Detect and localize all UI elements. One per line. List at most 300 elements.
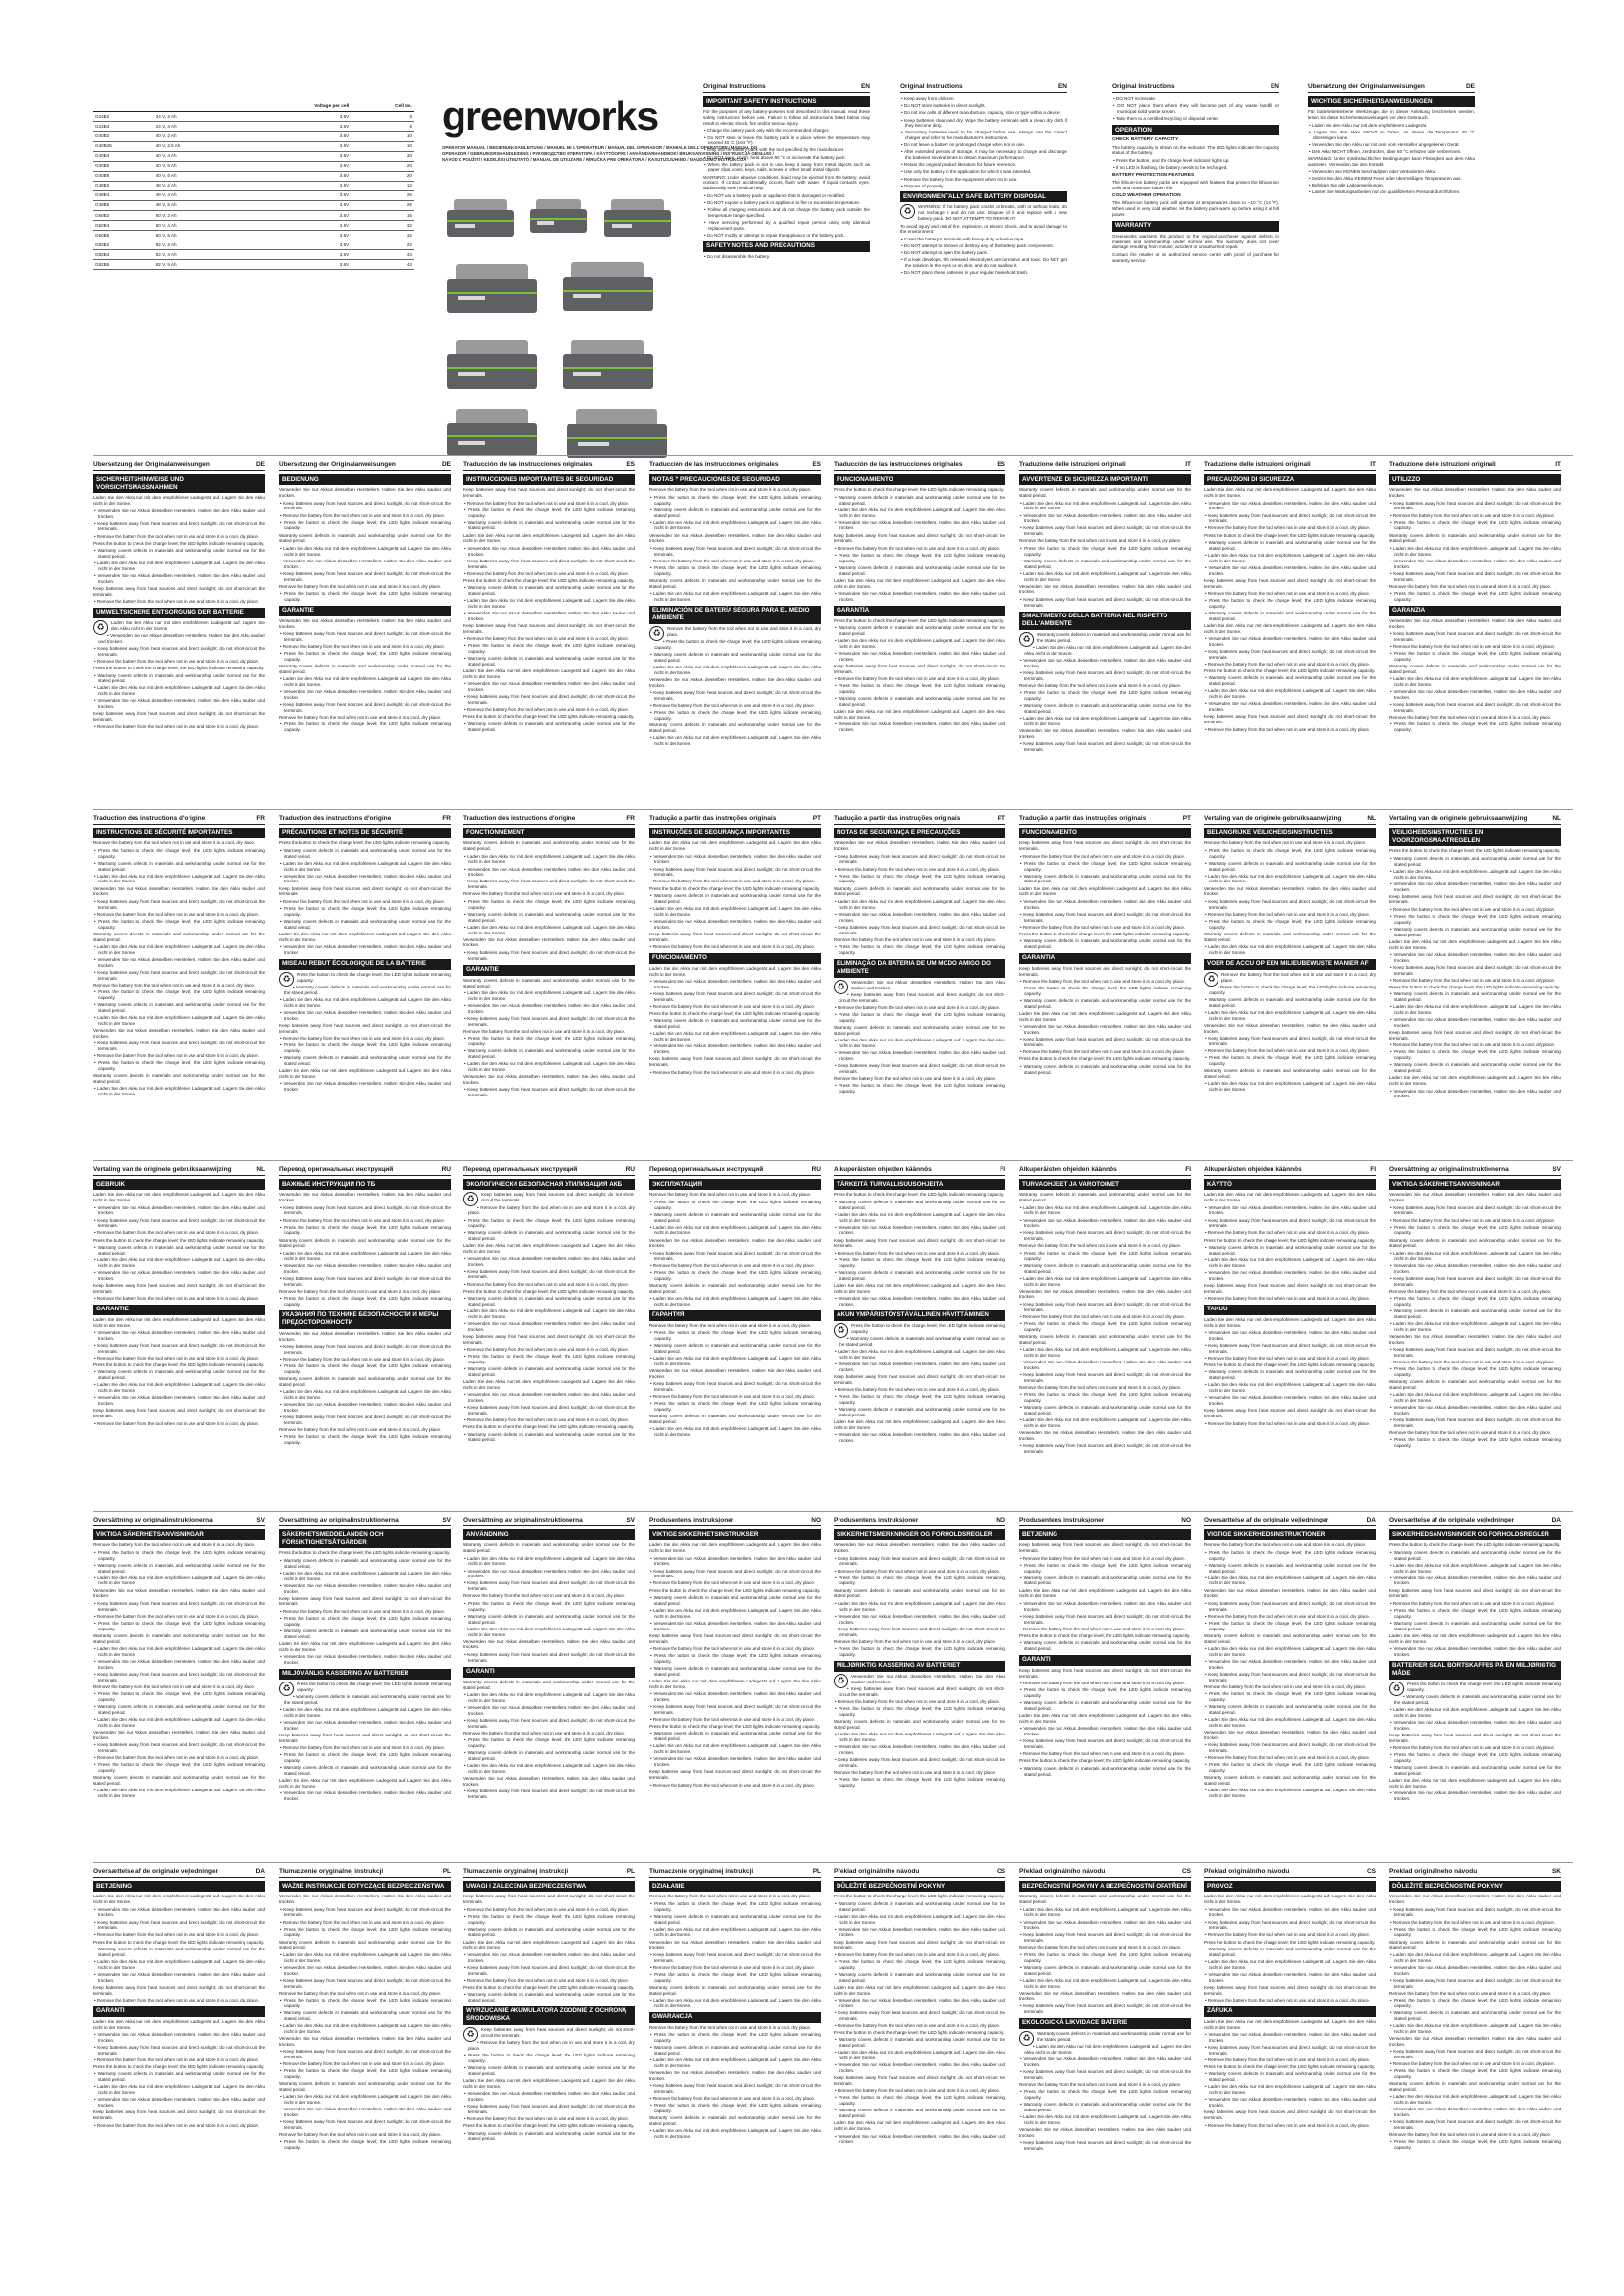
- text-line: • Warranty covers defects in materials and workmanship under normal use for the stated period.: [834, 2108, 1005, 2119]
- text-line: • Remove the battery from the tool when not in use and store it in a cool, dry place.: [1019, 925, 1191, 931]
- section-heading: ELIMINAÇÃO DA BATERIA DE UM MODO AMIGO DO AMBIENTE: [834, 959, 1005, 978]
- text-line: • Remove the battery from the tool when not in use and store it in a cool, dry place.: [649, 1783, 821, 1789]
- text-line: • Remove the battery from the tool when not in use and store it in a cool, dry place.: [649, 703, 821, 709]
- column-title: Tłumaczenie oryginalnej instrukcji: [649, 1868, 754, 1875]
- text-line: Laden Sie den Akku nur mit dem empfohlenen Ladegerät auf. Lagern Sie den Akku nicht in der Sonne.: [649, 1542, 821, 1554]
- text-line: Laden Sie den Akku nur mit dem empfohlenen Ladegerät auf. Lagern Sie den Akku nicht in der Sonne.: [834, 1984, 1005, 1996]
- column-title: Oversættelse af de originale vejledninger: [1204, 1517, 1329, 1523]
- text-line: • Verwenden Sie nur Akkus desselben Herstellers. Halten Sie den Akku sauber und trocken.: [1204, 701, 1376, 713]
- text-line: Verwenden Sie nur Akkus desselben Herstellers. Halten Sie den Akku sauber und trocken.: [1389, 487, 1561, 499]
- column-title: Traduction des instructions d'origine: [463, 815, 576, 822]
- text-line: Remove the battery from the tool when not in use and store it in a cool, dry place.: [279, 1288, 442, 1294]
- text-line: Keep batteries away from heat sources and direct sunlight; do not short-circuit the terminals.: [93, 1984, 265, 1996]
- text-line: • Press the button to check the charge level; the LED lights indicate remaining capacity.: [649, 639, 821, 651]
- text-line: Warranty covers defects in materials and workmanship under normal use for the stated period.: [649, 1984, 821, 1996]
- text-line: • Keep batteries away from heat sources and direct sunlight; do not short-circuit the terminals.: [1019, 1614, 1191, 1626]
- text-line: • Warranty covers defects in materials and workmanship under normal use for the stated period.: [1019, 1965, 1191, 1977]
- text-line: Press the button to check the charge level; the LED lights indicate remaining capacity.: [1019, 931, 1191, 936]
- text-line: • Keep batteries away from heat sources and direct sunlight; do not short-circuit the terminals.: [834, 1686, 1005, 1698]
- text-line: • Verwenden Sie nur Akkus desselben Herstellers. Halten Sie den Akku sauber und trocken.: [1389, 1405, 1561, 1416]
- text-line: Laden Sie den Akku nur mit dem empfohlenen Ladegerät auf. Lagern Sie den Akku nicht in der Sonne.: [93, 495, 265, 507]
- text-line: Remove the battery from the tool when not in use and store it in a cool, dry place.: [1019, 1945, 1182, 1950]
- text-line: • Keep batteries away from heat sources and direct sunlight; do not short-circuit the terminals.: [1389, 965, 1561, 977]
- text-line: Laden Sie den Akku nur mit dem empfohlenen Ladegerät auf. Lagern Sie den Akku nicht in der Sonne.: [1204, 2018, 1376, 2030]
- text-line: • Laden Sie den Akku nur mit dem empfohlenen Ladegerät auf. Lagern Sie den Akku nicht in der Sonne.: [1204, 1959, 1376, 1971]
- battery-pack-image: [447, 199, 514, 237]
- text-line: Remove the battery from the tool when not in use and store it in a cool, dry place.: [279, 1990, 442, 1996]
- section-heading: OPERATION: [1112, 125, 1279, 135]
- language-code: PT: [812, 815, 821, 822]
- text-line: • Warranty covers defects in materials and workmanship under normal use for the stated period.: [834, 1200, 1005, 1211]
- text-line: Warranty covers defects in materials and workmanship under normal use for the stated period.: [1389, 2080, 1561, 2092]
- text-line: Remove the battery from the tool when not in use and store it in a cool, dry place.: [279, 1427, 442, 1433]
- section-heading: AKUN YMPÄRISTÖYSTÄVÄLLINEN HÄVITTÄMINEN: [834, 1310, 1005, 1321]
- text-line: • Warranty covers defects in materials and workmanship under normal use for the stated period.: [1019, 1640, 1191, 1652]
- instruction-column: [1204, 815, 1376, 1094]
- text-line: • Verwenden Sie nur Akkus desselben Herstellers. Halten Sie den Akku sauber und trocken.: [93, 633, 265, 645]
- text-line: • Press the button to check the charge level; the LED lights indicate remaining capacity.: [463, 1914, 635, 1926]
- text-line: Verwenden Sie nur Akkus desselben Herstellers. Halten Sie den Akku sauber und trocken.: [834, 840, 1005, 852]
- spec-row: [93, 231, 414, 240]
- spec-voltage: 3.6V: [237, 122, 351, 132]
- section-heading: GARANTIE: [279, 606, 451, 616]
- text-line: • Verwenden Sie nur Akkus desselben Herstellers. Halten Sie den Akku sauber und trocken.: [834, 1614, 1005, 1626]
- text-line: • Remove the battery from the tool when not in use and store it in a cool, dry place.: [834, 1387, 1005, 1393]
- column-header: [1204, 1517, 1376, 1526]
- text-line: • Remove the battery from the tool when not in use and store it in a cool, dry place.: [463, 1347, 635, 1353]
- text-line: Warranty covers defects in materials and workmanship under normal use for the stated period.: [93, 1632, 265, 1644]
- text-line: • Warranty covers defects in materials and workmanship under normal use for the stated period.: [649, 2045, 821, 2056]
- text-line: Remove the battery from the tool when not in use and store it in a cool, dry place.: [279, 2132, 442, 2138]
- spec-cells: 20: [351, 151, 414, 161]
- section-heading: FONCTIONNEMENT: [463, 828, 635, 838]
- text-line: Verwenden Sie nur Akkus desselben Herstellers. Halten Sie den Akku sauber und trocken.: [649, 1237, 821, 1249]
- text-line: • Verwenden Sie nur Akkus desselben Herstellers. Halten Sie den Akku sauber und trocken.: [279, 944, 451, 956]
- text-line: • Warranty covers defects in materials and workmanship under normal use for the stated period.: [463, 1048, 635, 1060]
- text-line: Verwenden Sie nur Akkus desselben Herstellers. Halten Sie den Akku sauber und trocken.: [279, 1894, 451, 1905]
- section-heading: VIGTIGE SIKKERHEDSINSTRUKTIONER: [1204, 1529, 1376, 1540]
- text-line: Verwenden Sie nur Akkus desselben Herstellers. Halten Sie den Akku sauber und trocken.: [1389, 617, 1561, 629]
- spec-model: G82B5: [93, 260, 154, 270]
- text-line: • Remove the battery from the tool when not in use and store it in a cool, dry place.: [1204, 1356, 1376, 1362]
- spec-cells: 22: [351, 240, 414, 250]
- text-line: • Verwenden Sie nur Akkus desselben Herstellers. Halten Sie den Akku sauber und trocken.: [1019, 1360, 1191, 1371]
- text-line: Warranty covers defects in materials and workmanship under normal use for the stated period.: [649, 2115, 821, 2127]
- text-line: • Keep batteries away from heat sources and direct sunlight; do not short-circuit the terminals.: [834, 2010, 1005, 2022]
- spec-model: G24B4: [93, 122, 154, 132]
- column-title: Alkuperäisten ohjeiden käännös: [1204, 1166, 1302, 1173]
- battery-pack-image: [447, 409, 537, 456]
- text-line: • Laden Sie den Akku nur mit dem empfohlenen Ladegerät auf. Lagern Sie den Akku nicht in der Sonne.: [649, 1426, 821, 1438]
- text-line: • Verwenden Sie nur Akkus desselben Herstellers. Halten Sie den Akku sauber und trocken.: [93, 2097, 265, 2109]
- text-line: Warranty covers defects in materials and workmanship under normal use for the stated period.: [1019, 1894, 1191, 1905]
- instruction-column: [463, 461, 635, 734]
- text-line: • Remove the battery from the tool when not in use and store it in a cool, dry place.: [1204, 662, 1376, 667]
- text-line: • Warranty covers defects in materials and workmanship under normal use for the stated period.: [279, 1629, 451, 1640]
- text-line: • Remove the battery from the tool when not in use and store it in a cool, dry place.: [1019, 979, 1191, 985]
- instruction-column: [1389, 1868, 1561, 2152]
- text-line: • Laden Sie den Akku nur mit dem empfohlenen Ladegerät auf. Lagern Sie den Akku nicht in der Sonne.: [649, 1927, 821, 1939]
- spec-rating: 82 V, 4 Ah: [154, 250, 238, 260]
- text-line: • Warranty covers defects in materials and workmanship under normal use for the stated period.: [1204, 1947, 1376, 1958]
- column-title: Oversættelse af de originale vejledninger: [1389, 1517, 1515, 1523]
- text-line: • Press the button to check the charge level; the LED lights indicate remaining capacity.: [1389, 591, 1561, 603]
- text-line: Laden Sie den Akku nur mit dem empfohlenen Ladegerät auf. Lagern Sie den Akku nicht in der Sonne.: [1019, 1587, 1191, 1599]
- bullet-item: • When the battery pack is not in use, keep it away from metal objects such as paper clips, coins, keys, nails, screws or other small metal objects.: [703, 162, 870, 174]
- text-line: • Verwenden Sie nur Akkus desselben Herstellers. Halten Sie den Akku sauber und trocken.: [463, 1952, 635, 1964]
- language-code: FR: [626, 815, 635, 822]
- manual-title-languages: OPERATOR MANUAL / BEDIENUNGSANLEITUNG / MANUEL DE L'OPÉRATEUR / MANUAL DEL OPERADOR / MANUALE DELL'OPERATORE / MANUAL DO OPERADOR / GEBRUIKERSHANDLEIDING / РУКОВОДСТВО ОПЕРАТОРА / KÄYTTÖOPAS / ANVÄNDARHANDBOK / BRUKSANVISNING / INSTRUKCJA OBSŁUGI / NÁVOD K POUŽITÍ / KEZELÉSI ÚTMUTATÓ / MANUAL DE UTILIZARE / RÍRUČKA PRE OPERÁTORA / KASUTUSJUHEND / NAUDOJIMO INSTRUKCIJA: [442, 145, 774, 162]
- text-line: • Keep batteries away from heat sources and direct sunlight; do not short-circuit the terminals.: [1019, 670, 1191, 682]
- text-line: • Warranty covers defects in materials and workmanship under normal use for the stated period.: [1019, 703, 1191, 715]
- text-line: • Keep batteries away from heat sources and direct sunlight; do not short-circuit the terminals.: [279, 1344, 451, 1356]
- text-line: • Laden Sie den Akku nur mit dem empfohlenen Ladegerät auf. Lagern Sie den Akku nicht in der Sonne.: [834, 1349, 1005, 1361]
- text-line: • Warranty covers defects in materials and workmanship under normal use for the stated period.: [279, 2010, 451, 2022]
- text-line: • Keep batteries away from heat sources and direct sunlight; do not short-circuit the terminals.: [1204, 1036, 1376, 1047]
- text-line: • Press the button to check the charge level; the LED lights indicate remaining capacity.: [1389, 1608, 1561, 1620]
- text-line: • Verwenden Sie nur Akkus desselben Herstellers. Halten Sie den Akku sauber und trocken.: [463, 546, 635, 558]
- text-line: Laden Sie den Akku nur mit dem empfohlenen Ladegerät auf. Lagern Sie den Akku nicht in der Sonne.: [463, 2078, 635, 2089]
- text-line: • Keep batteries away from heat sources and direct sunlight; do not short-circuit the terminals.: [1019, 1037, 1191, 1048]
- text-line: • Remove the battery from the tool when not in use and store it in a cool, dry place.: [463, 501, 635, 507]
- language-code: SV: [442, 1517, 451, 1523]
- bullet-item: • Follow all charging instructions and do not charge the battery pack outside the temperature range specified.: [703, 207, 870, 219]
- text-line: Remove the battery from the tool when not in use and store it in a cool, dry place.: [667, 625, 821, 637]
- row-divider: [93, 1160, 1573, 1161]
- section-heading: PRECAUZIONI DI SICUREZZA: [1204, 474, 1376, 485]
- text-line: Warranty covers defects in materials and workmanship under normal use for the stated period.: [1019, 1192, 1191, 1203]
- instruction-column: [279, 1517, 451, 1803]
- text-line: Verwenden Sie nur Akkus desselben Herstellers. Halten Sie den Akku sauber und trocken.: [463, 1775, 635, 1787]
- text-line: • Press the button to check the charge level; the LED lights indicate remaining capacity.: [649, 2103, 821, 2114]
- language-code: IT: [1370, 461, 1376, 468]
- spec-row: [93, 122, 414, 132]
- battery-pack-image: [530, 199, 587, 233]
- text-line: • Remove the battery from the tool when not in use and store it in a cool, dry place.: [1389, 1920, 1561, 1926]
- text-line: Keep batteries away from heat sources and direct sunlight; do not short-circuit the terminals.: [834, 1373, 1005, 1385]
- text-line: Keep batteries away from heat sources and direct sunlight; do not short-circuit the terminals.: [1389, 893, 1561, 905]
- text-line: Warranty covers defects in materials and workmanship under normal use for the stated period.: [1389, 1237, 1561, 1249]
- text-line: • Remove the battery from the tool when not in use and store it in a cool, dry place.: [463, 571, 635, 577]
- column-title: Tradução a partir das instruções originais: [1019, 815, 1147, 822]
- text-line: • Press the button to check the charge level; the LED lights indicate remaining capacity.: [834, 1959, 1005, 1971]
- text-line: Warranty covers defects in materials and workmanship under normal use for the stated period.: [93, 1073, 265, 1085]
- spec-rating: 40 V, 6 Ah: [154, 171, 238, 181]
- text-line: • Warranty covers defects in materials and workmanship under normal use for the stated period.: [279, 848, 451, 860]
- text-line: • Warranty covers defects in materials and workmanship under normal use for the stated period.: [463, 1296, 635, 1308]
- bullet-item: • Verwenden Sie den Akku nur mit dem vom Hersteller angegebenen Gerät.: [1308, 142, 1475, 148]
- text-line: Remove the battery from the tool when not in use and store it in a cool, dry place.: [649, 1192, 812, 1198]
- text-line: • Verwenden Sie nur Akkus desselben Herstellers. Halten Sie den Akku sauber und trocken.: [1204, 636, 1376, 648]
- column-title: Oversættelse af de originale vejledninger: [93, 1868, 219, 1875]
- text-line: • Keep batteries away from heat sources and direct sunlight; do not short-circuit the terminals.: [279, 1205, 451, 1217]
- text-line: • Keep batteries away from heat sources and direct sunlight; do not short-circuit the terminals.: [463, 2104, 635, 2115]
- column-header: [1019, 461, 1191, 471]
- language-code: CS: [996, 1868, 1005, 1875]
- text-line: Verwenden Sie nur Akkus desselben Herstellers. Halten Sie den Akku sauber und trocken.: [649, 532, 821, 544]
- text-line: • Keep batteries away from heat sources and direct sunlight; do not short-circuit the terminals.: [463, 1016, 635, 1028]
- text-line: • Press the button to check the charge level; the LED lights indicate remaining capacity.: [834, 1012, 1005, 1024]
- spec-rating: 40 V, 2 Ah: [154, 132, 238, 141]
- text-line: • Press the button to check the charge level; the LED lights indicate remaining capacity.: [649, 495, 821, 507]
- text-line: • Verwenden Sie nur Akkus desselben Herstellers. Halten Sie den Akku sauber und trocken.: [1019, 513, 1191, 525]
- text-line: • Laden Sie den Akku nur mit dem empfohlenen Ladegerät auf. Lagern Sie den Akku nicht in der Sonne.: [649, 2128, 821, 2140]
- text-line: • Keep batteries away from heat sources and direct sunlight; do not short-circuit the terminals.: [463, 1405, 635, 1416]
- instruction-column: [1019, 461, 1191, 754]
- text-line: • Remove the battery from the tool when not in use and store it in a cool, dry place.: [649, 1070, 821, 1076]
- text-line: • Warranty covers defects in materials and workmanship under normal use for the stated period.: [463, 2131, 635, 2143]
- text-line: • Keep batteries away from heat sources and direct sunlight; do not short-circuit the terminals.: [1019, 1230, 1191, 1242]
- text-line: • Warranty covers defects in materials and workmanship under normal use for the stated period.: [463, 1750, 635, 1762]
- spec-row: [93, 200, 414, 210]
- text-line: • Warranty covers defects in materials and workmanship under normal use for the stated period.: [279, 1694, 451, 1706]
- text-line: • Keep batteries away from heat sources and direct sunlight; do not short-circuit the terminals.: [93, 899, 265, 911]
- spec-rating: 48 V, 4 Ah: [154, 190, 238, 200]
- text-line: Laden Sie den Akku nur mit dem empfohlenen Ladegerät auf. Lagern Sie den Akku nicht in der Sonne.: [834, 709, 1005, 721]
- language-code: FR: [442, 815, 451, 822]
- section-heading: BATTERIER SKAL BORTSKAFFES PÅ EN MILJØRIGTIG MÅDE: [1389, 1661, 1561, 1680]
- section-heading: GARANTÍA: [834, 606, 1005, 616]
- text-line: • Laden Sie den Akku nur mit dem empfohlenen Ladegerät auf. Lagern Sie den Akku nicht in der Sonne.: [93, 2084, 265, 2096]
- text-line: • Remove the battery from the tool when not in use and store it in a cool, dry place.: [1204, 525, 1376, 531]
- text-line: • Warranty covers defects in materials and workmanship under normal use for the stated period.: [463, 520, 635, 532]
- text-line: • Warranty covers defects in materials and workmanship under normal use for the stated period.: [279, 1055, 451, 1067]
- text-line: • Keep batteries away from heat sources and direct sunlight; do not short-circuit the terminals.: [1204, 899, 1376, 911]
- text-line: Laden Sie den Akku nur mit dem empfohlenen Ladegerät auf. Lagern Sie den Akku nicht in der Sonne.: [93, 2018, 265, 2030]
- text-line: Remove the battery from the tool when not in use and store it in a cool, dry place.: [1389, 715, 1552, 721]
- text-line: • Warranty covers defects in materials and workmanship under normal use for the stated period.: [1204, 1704, 1376, 1716]
- text-line: • Remove the battery from the tool when not in use and store it in a cool, dry place.: [1389, 1360, 1561, 1365]
- text-line: Remove the battery from the tool when not in use and store it in a cool, dry place.: [649, 487, 812, 493]
- text-line: • Laden Sie den Akku nur mit dem empfohlenen Ladegerät auf. Lagern Sie den Akku nicht in der Sonne.: [93, 1086, 265, 1097]
- text-line: Remove the battery from the tool when not in use and store it in a cool, dry place.: [1204, 1542, 1367, 1548]
- text-line: • Press the button to check the charge level; the LED lights indicate remaining capacity.: [463, 1354, 635, 1365]
- instruction-column: [463, 1517, 635, 1801]
- text-line: • Laden Sie den Akku nur mit dem empfohlenen Ladegerät auf. Lagern Sie den Akku nicht in der Sonne.: [1204, 944, 1376, 956]
- text-line: • Verwenden Sie nur Akkus desselben Herstellers. Halten Sie den Akku sauber und trocken.: [1019, 1024, 1191, 1036]
- text-line: • Warranty covers defects in materials and workmanship under normal use for the stated period.: [93, 1245, 265, 1256]
- text-line: • Laden Sie den Akku nur mit dem empfohlenen Ladegerät auf. Lagern Sie den Akku nicht in der Sonne.: [834, 507, 1005, 519]
- column-header: [649, 815, 821, 825]
- text-line: • Remove the battery from the tool when not in use and store it in a cool, dry place.: [1204, 1614, 1376, 1620]
- battery-pack-image: [447, 340, 537, 389]
- spec-header-rating: [154, 102, 238, 112]
- text-line: • Remove the battery from the tool when not in use and store it in a cool, dry place.: [1204, 2123, 1376, 2129]
- text-line: • Warranty covers defects in materials and workmanship under normal use for the stated period.: [1019, 874, 1191, 885]
- text-line: • Warranty covers defects in materials and workmanship under normal use for the stated period.: [279, 1765, 451, 1777]
- text-line: • Warranty covers defects in materials and workmanship under normal use for the stated period.: [1389, 927, 1561, 938]
- text-line: • Laden Sie den Akku nur mit dem empfohlenen Ladegerät auf. Lagern Sie den Akku nicht in der Sonne.: [1204, 874, 1376, 885]
- text-line: Verwenden Sie nur Akkus desselben Herstellers. Halten Sie den Akku sauber und trocken.: [463, 1073, 635, 1085]
- column-header: [834, 1166, 1005, 1176]
- section-heading: UMWELTSICHERE ENTSORGUNG DER BATTERIE: [93, 608, 265, 618]
- spec-model: G82B4: [93, 250, 154, 260]
- language-code: FI: [1370, 1166, 1376, 1173]
- column-header: [900, 83, 1067, 93]
- text-line: Warranty covers defects in materials and workmanship under normal use for the stated period.: [649, 1282, 821, 1294]
- text-line: • Laden Sie den Akku nur mit dem empfohlenen Ladegerät auf. Lagern Sie den Akku nicht in der Sonne.: [463, 598, 635, 610]
- text-line: • Keep batteries away from heat sources and direct sunlight; do not short-circuit the terminals.: [1204, 1742, 1376, 1754]
- text-line: • Keep batteries away from heat sources and direct sunlight; do not short-circuit the terminals.: [649, 867, 821, 879]
- text-line: • Laden Sie den Akku nur mit dem empfohlenen Ladegerät auf. Lagern Sie den Akku nicht in der Sonne.: [279, 1952, 451, 1964]
- text-line: • Laden Sie den Akku nur mit dem empfohlenen Ladegerät auf. Lagern Sie den Akku nicht in der Sonne.: [93, 1788, 265, 1799]
- text-line: • Press the button to check the charge level; the LED lights indicate remaining capacity.: [1019, 861, 1191, 873]
- spec-row: [93, 171, 414, 181]
- text-line: • Verwenden Sie nur Akkus desselben Herstellers. Halten Sie den Akku sauber und trocken.: [1019, 658, 1191, 669]
- text-line: • Remove the battery from the tool when not in use and store it in a cool, dry place.: [1389, 1601, 1561, 1607]
- text-line: • Verwenden Sie nur Akkus desselben Herstellers. Halten Sie den Akku sauber und trocken.: [1204, 1270, 1376, 1282]
- text-line: • Verwenden Sie nur Akkus desselben Herstellers. Halten Sie den Akku sauber und trocken.: [834, 591, 1005, 603]
- text-line: • Keep batteries away from heat sources and direct sunlight; do not short-circuit the terminals.: [649, 1704, 821, 1716]
- text-line: • Press the button to check the charge level; the LED lights indicate remaining capacity.: [1204, 1550, 1376, 1562]
- column-header: [1389, 1166, 1561, 1176]
- text-line: Verwenden Sie nur Akkus desselben Herstellers. Halten Sie den Akku sauber und trocken.: [1019, 1288, 1191, 1300]
- column-header: [649, 1166, 821, 1176]
- text-line: • Warranty covers defects in materials and workmanship under normal use for the stated period.: [93, 861, 265, 873]
- instruction-column: [703, 83, 870, 261]
- text-line: • Warranty covers defects in materials and workmanship under normal use for the stated period.: [463, 1992, 635, 2003]
- text-line: • Warranty covers defects in materials and workmanship under normal use for the stated period.: [1019, 1064, 1191, 1076]
- text-line: Laden Sie den Akku nur mit dem empfohlenen Ladegerät auf. Lagern Sie den Akku nicht in der Sonne.: [111, 619, 265, 631]
- text-line: • Keep batteries away from heat sources and direct sunlight; do not short-circuit the terminals.: [1204, 513, 1376, 525]
- text-line: • Keep batteries away from heat sources and direct sunlight; do not short-circuit the terminals.: [1019, 597, 1191, 609]
- text-line: • Verwenden Sie nur Akkus desselben Herstellers. Halten Sie den Akku sauber und trocken.: [1389, 2107, 1561, 2118]
- column-header: [463, 1166, 635, 1176]
- text-line: Remove the battery from the tool when not in use and store it in a cool, dry place.: [834, 936, 997, 942]
- text-line: • Press the button to check the charge level; the LED lights indicate remaining capacity.: [279, 1042, 451, 1054]
- recycle-icon: ♻: [900, 204, 915, 219]
- bullet-item: • Verwenden Sie KEINEN beschädigten oder veränderten Akku.: [1308, 169, 1475, 175]
- column-header: [279, 815, 451, 825]
- spec-model: G48B4: [93, 190, 154, 200]
- text-line: Press the button to check the charge level; the LED lights indicate remaining capacity.: [649, 1587, 821, 1593]
- text-line: • Warranty covers defects in materials and workmanship under normal use for the stated period.: [463, 912, 635, 924]
- column-header: [649, 1868, 821, 1878]
- language-code: DE: [441, 461, 451, 468]
- text-line: • Keep batteries away from heat sources and direct sunlight; do not short-circuit the terminals.: [1019, 525, 1191, 537]
- text-line: • Laden Sie den Akku nur mit dem empfohlenen Ladegerät auf. Lagern Sie den Akku nicht in der Sonne.: [93, 1646, 265, 1658]
- text-line: • Warranty covers defects in materials and workmanship under normal use for the stated period.: [834, 1336, 1005, 1348]
- column-title: Vertaling van de originele gebruiksaanwijzing: [1389, 815, 1528, 822]
- text-line: • Keep batteries away from heat sources and direct sunlight; do not short-circuit the terminals.: [1389, 1205, 1561, 1217]
- text-line: Press the button to check the charge level; the LED lights indicate remaining capacity.: [1019, 1758, 1191, 1764]
- instruction-column: [649, 1166, 821, 1439]
- text-line: • Keep batteries away from heat sources and direct sunlight; do not short-circuit the terminals.: [93, 1041, 265, 1052]
- text-line: • Laden Sie den Akku nur mit dem empfohlenen Ladegerät auf. Lagern Sie den Akku nicht in der Sonne.: [1389, 546, 1561, 558]
- text-line: • Laden Sie den Akku nur mit dem empfohlenen Ladegerät auf. Lagern Sie den Akku nicht in der Sonne.: [1204, 1717, 1376, 1729]
- bullet-item: • Befolgen Sie alle Ladeanweisungen.: [1308, 183, 1475, 188]
- spec-model: G48B2: [93, 181, 154, 190]
- column-title: Překlad originálního návodu: [834, 1868, 920, 1875]
- text-line: • Press the button to check the charge level; the LED lights indicate remaining capacity.: [463, 1737, 635, 1749]
- text-line: • Remove the battery from the tool when not in use and store it in a cool, dry place.: [93, 1296, 265, 1302]
- text-line: • Keep batteries away from heat sources and direct sunlight; do not short-circuit the terminals.: [93, 646, 265, 658]
- text-line: Warranty covers defects in materials and workmanship under normal use for the stated period.: [279, 2080, 451, 2092]
- section-heading: UTILIZZO: [1389, 474, 1561, 485]
- text-line: Remove the battery from the tool when not in use and store it in a cool, dry place.: [93, 982, 256, 988]
- text-line: Verwenden Sie nur Akkus desselben Herstellers. Halten Sie den Akku sauber und trocken.: [1389, 1192, 1561, 1203]
- text-line: • Laden Sie den Akku nur mit dem empfohlenen Ladegerät auf. Lagern Sie den Akku nicht in der Sonne.: [1019, 1978, 1191, 1990]
- column-header: [279, 1166, 451, 1176]
- text-line: • Press the button to check the charge level; the LED lights indicate remaining capacity.: [93, 989, 265, 1001]
- text-line: Verwenden Sie nur Akkus desselben Herstellers. Halten Sie den Akku sauber und trocken.: [279, 617, 451, 629]
- text-line: • Warranty covers defects in materials and workmanship under normal use for the stated period.: [279, 985, 451, 996]
- spec-header-voltage: Voltage per cell: [237, 102, 351, 112]
- spec-cells: 44: [351, 260, 414, 270]
- text-line: • Laden Sie den Akku nur mit dem empfohlenen Ladegerät auf. Lagern Sie den Akku nicht in der Sonne.: [1019, 645, 1191, 657]
- text-line: • Keep batteries away from heat sources and direct sunlight; do not short-circuit the terminals.: [93, 1601, 265, 1613]
- bullet-item: • Keep away from children.: [900, 96, 1067, 102]
- spec-rating: 48 V, 5 Ah: [154, 200, 238, 210]
- language-code: SV: [256, 1517, 265, 1523]
- text-line: Remove the battery from the tool when not in use and store it in a cool, dry place.: [649, 1322, 812, 1328]
- text-line: Press the button to check the charge level; the LED lights indicate remaining capacity.: [279, 1550, 451, 1556]
- text-line: • Press the button to check the charge level; the LED lights indicate remaining capacity.: [93, 1621, 265, 1632]
- text-line: Keep batteries away from heat sources and direct sunlight; do not short-circuit the terminals.: [649, 1056, 821, 1068]
- text-line: • Laden Sie den Akku nur mit dem empfohlenen Ladegerät auf. Lagern Sie den Akku nicht in der Sonne.: [649, 1296, 821, 1308]
- text-line: • Warranty covers defects in materials and workmanship under normal use for the stated period.: [93, 673, 265, 685]
- text-line: • Remove the battery from the tool when not in use and store it in a cool, dry place.: [463, 1417, 635, 1423]
- spec-voltage: 3.6V: [237, 210, 351, 220]
- text-line: • Remove the battery from the tool when not in use and store it in a cool, dry place.: [1204, 1296, 1376, 1302]
- column-header: [1019, 1868, 1191, 1878]
- text-line: • Verwenden Sie nur Akkus desselben Herstellers. Halten Sie den Akku sauber und trocken.: [1389, 881, 1561, 893]
- column-title: Original Instructions: [703, 83, 766, 90]
- language-code: SV: [626, 1517, 635, 1523]
- text-line: Press the button to check the charge level; the LED lights indicate remaining capacity.: [834, 1894, 1005, 1899]
- text-line: • Press the button to check the charge level; the LED lights indicate remaining capacity.: [834, 1575, 1005, 1587]
- text-line: Laden Sie den Akku nur mit dem empfohlenen Ladegerät auf. Lagern Sie den Akku nicht in der Sonne.: [1019, 885, 1191, 897]
- text-line: Keep batteries away from heat sources and direct sunlight; do not short-circuit the terminals.: [1204, 1408, 1376, 1419]
- text-line: • Verwenden Sie nur Akkus desselben Herstellers. Halten Sie den Akku sauber und trocken.: [93, 1330, 265, 1342]
- column-header: [834, 1868, 1005, 1878]
- recycle-icon: ♻: [279, 1682, 294, 1696]
- spec-voltage: 3.6V: [237, 112, 351, 122]
- language-code: NL: [1367, 815, 1376, 822]
- text-line: • Warranty covers defects in materials and workmanship under normal use for the stated period.: [1019, 1766, 1191, 1778]
- text-line: • Keep batteries away from heat sources and direct sunlight; do not short-circuit the terminals.: [834, 925, 1005, 936]
- text-line: Laden Sie den Akku nur mit dem empfohlenen Ladegerät auf. Lagern Sie den Akku nicht in der Sonne.: [1389, 938, 1561, 950]
- language-code: NO: [996, 1517, 1005, 1523]
- text-line: Remove the battery from the tool when not in use and store it in a cool, dry place.: [1019, 538, 1182, 544]
- language-code: NL: [256, 1166, 265, 1173]
- text-line: • Press the button to check the charge level; the LED lights indicate remaining capacity.: [279, 2139, 451, 2151]
- text-line: • Verwenden Sie nur Akkus desselben Herstellers. Halten Sie den Akku sauber und trocken.: [649, 1621, 821, 1632]
- text-line: • Laden Sie den Akku nur mit dem empfohlenen Ladegerät auf. Lagern Sie den Akku nicht in der Sonne.: [834, 2050, 1005, 2061]
- text-line: • Keep batteries away from heat sources and direct sunlight; do not short-circuit the terminals.: [649, 1569, 821, 1580]
- text-line: • Laden Sie den Akku nur mit dem empfohlenen Ladegerät auf. Lagern Sie den Akku nicht in der Sonne.: [279, 676, 451, 688]
- spec-rating: 40 V, 2.5 Ah: [154, 141, 238, 151]
- battery-illustrations: [447, 199, 746, 462]
- text-line: • Press the button to check the charge level; the LED lights indicate remaining capacity.: [279, 1225, 451, 1237]
- warning-paragraph: [900, 204, 1067, 222]
- text-line: Verwenden Sie nur Akkus desselben Herstellers. Halten Sie den Akku sauber und trocken.: [1389, 1894, 1561, 1905]
- bullet-item: • Do NOT attempt to remove or destroy any of the battery pack components.: [900, 243, 1067, 249]
- text-line: • Keep batteries away from heat sources and direct sunlight; do not short-circuit the terminals.: [649, 1952, 821, 1964]
- text-line: • Verwenden Sie nur Akkus desselben Herstellers. Halten Sie den Akku sauber und trocken.: [649, 979, 821, 990]
- text-line: • Keep batteries away from heat sources and direct sunlight; do not short-circuit the terminals.: [649, 690, 821, 702]
- text-line: • Press the button to check the charge level; the LED lights indicate remaining capacity.: [1204, 848, 1376, 860]
- text-line: • Keep batteries away from heat sources and direct sunlight; do not short-circuit the terminals.: [1204, 1920, 1376, 1932]
- bullet-item: • Laden Sie den Akku nur mit dem empfohlenen Ladegerät.: [1308, 123, 1475, 129]
- text-line: • Laden Sie den Akku nur mit dem empfohlenen Ladegerät auf. Lagern Sie den Akku nicht in der Sonne.: [279, 546, 451, 558]
- text-line: • Remove the battery from the tool when not in use and store it in a cool, dry place.: [1389, 907, 1561, 913]
- text-line: • Press the button to check the charge level; the LED lights indicate remaining capacity.: [463, 1036, 635, 1047]
- text-line: • Keep batteries away from heat sources and direct sunlight; do not short-circuit the terminals.: [279, 2119, 451, 2131]
- text-line: Verwenden Sie nur Akkus desselben Herstellers. Halten Sie den Akku sauber und trocken.: [463, 1638, 635, 1650]
- column-title: Tłumaczenie oryginalnej instrukcji: [279, 1868, 384, 1875]
- text-line: • Keep batteries away from heat sources and direct sunlight; do not short-circuit the terminals.: [463, 879, 635, 890]
